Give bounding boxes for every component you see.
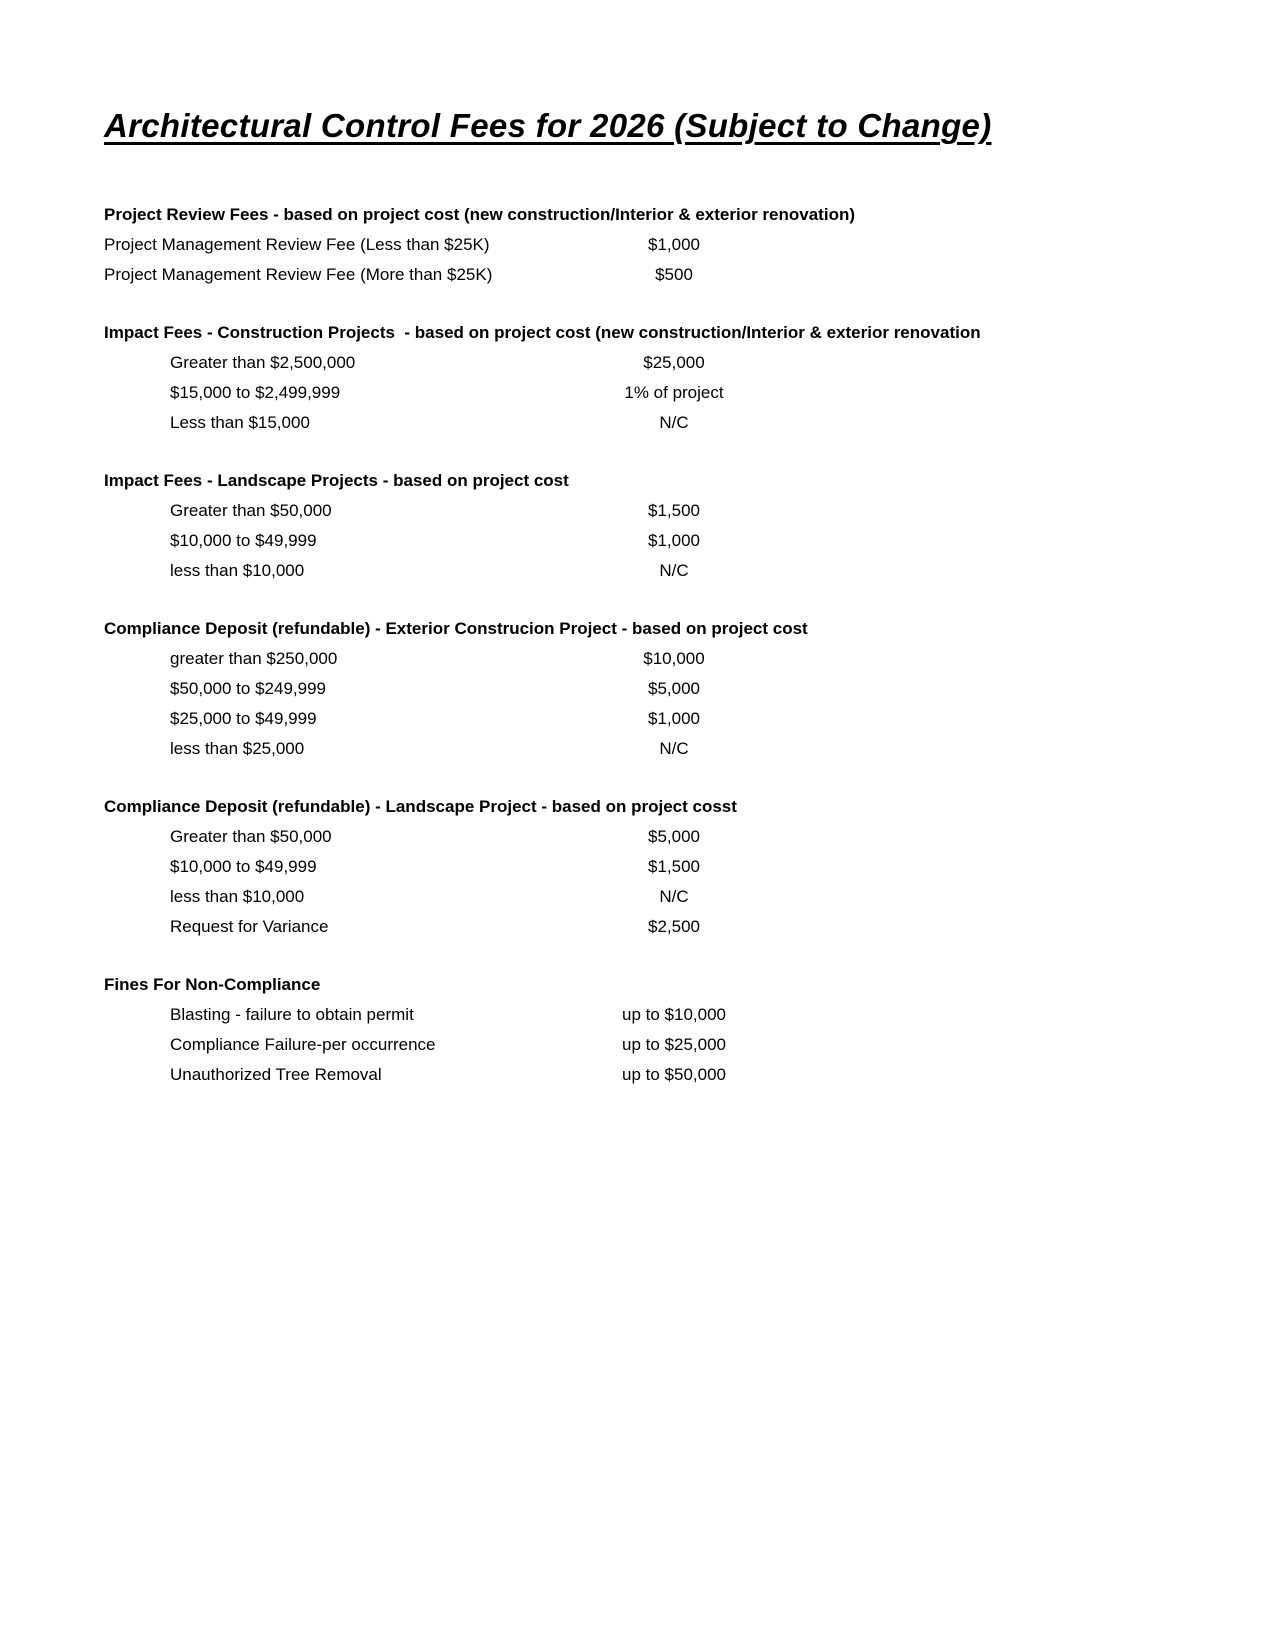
section-heading: Compliance Deposit (refundable) - Exterior Construcion Project - based on project cost <box>104 618 808 638</box>
fee-label: $10,000 to $49,999 <box>170 856 317 876</box>
fee-row <box>104 408 1275 438</box>
fee-label: $15,000 to $2,499,999 <box>170 382 341 402</box>
fee-label: less than $25,000 <box>170 738 305 758</box>
fee-row <box>104 556 1275 586</box>
fee-row <box>104 852 1275 882</box>
section-heading: Impact Fees - Landscape Projects - based on project cost <box>104 470 569 490</box>
fee-row <box>104 912 1275 942</box>
section-heading: Compliance Deposit (refundable) - Landscape Project - based on project cosst <box>104 796 737 816</box>
fee-value: $1,500 <box>648 856 700 876</box>
fee-row <box>104 704 1275 734</box>
fee-section <box>104 970 1275 1090</box>
fee-label: Greater than $50,000 <box>170 826 332 846</box>
fee-value: $1,000 <box>648 708 700 728</box>
fee-value: N/C <box>659 412 689 432</box>
fee-row <box>104 882 1275 912</box>
fee-row <box>104 644 1275 674</box>
fee-value: up to $10,000 <box>622 1004 726 1024</box>
fee-row <box>104 348 1275 378</box>
fee-row <box>104 378 1275 408</box>
fee-label: less than $10,000 <box>170 560 305 580</box>
section-heading: Impact Fees - Construction Projects - based on project cost (new construction/Interior & exterior renovation <box>104 322 981 342</box>
fee-row <box>104 1030 1275 1060</box>
fee-label: Blasting - failure to obtain permit <box>170 1004 414 1024</box>
fee-label: Project Management Review Fee (More than $25K) <box>104 264 493 284</box>
fee-value: $5,000 <box>648 826 700 846</box>
fee-row <box>104 1060 1275 1090</box>
fee-value: 1% of project <box>624 382 724 402</box>
fee-value: $500 <box>655 264 693 284</box>
fee-row <box>104 822 1275 852</box>
fee-value: $1,000 <box>648 530 700 550</box>
fee-label: Request for Variance <box>170 916 329 936</box>
fee-value: N/C <box>659 738 689 758</box>
fee-label: Compliance Failure-per occurrence <box>170 1034 436 1054</box>
fee-label: $50,000 to $249,999 <box>170 678 326 698</box>
fee-row <box>104 496 1275 526</box>
fee-sections <box>104 200 1275 1090</box>
fee-section <box>104 318 1275 438</box>
fee-label: $25,000 to $49,999 <box>170 708 317 728</box>
fee-label: Unauthorized Tree Removal <box>170 1064 382 1084</box>
fee-label: less than $10,000 <box>170 886 305 906</box>
fee-value: N/C <box>659 886 689 906</box>
fee-section <box>104 614 1275 764</box>
section-heading: Fines For Non-Compliance <box>104 974 321 994</box>
fee-value: $1,000 <box>648 234 700 254</box>
fee-section <box>104 200 1275 290</box>
fee-label: Less than $15,000 <box>170 412 310 432</box>
fee-value: $25,000 <box>643 352 705 372</box>
fee-label: Project Management Review Fee (Less than $25K) <box>104 234 490 254</box>
fee-value: up to $25,000 <box>622 1034 726 1054</box>
fee-label: greater than $250,000 <box>170 648 338 668</box>
fee-label: Greater than $2,500,000 <box>170 352 356 372</box>
fee-value: $5,000 <box>648 678 700 698</box>
fee-row <box>104 230 1275 260</box>
fee-value: $1,500 <box>648 500 700 520</box>
page-title: Architectural Control Fees for 2026 (Subject to Change) <box>104 107 992 144</box>
section-heading: Project Review Fees - based on project cost (new construction/Interior & exterior renovation) <box>104 204 855 224</box>
fee-value: $10,000 <box>643 648 705 668</box>
fee-row <box>104 260 1275 290</box>
fee-label: $10,000 to $49,999 <box>170 530 317 550</box>
fee-row <box>104 674 1275 704</box>
fee-section <box>104 466 1275 586</box>
fee-row <box>104 526 1275 556</box>
fee-row <box>104 734 1275 764</box>
fee-label: Greater than $50,000 <box>170 500 332 520</box>
fee-value: N/C <box>659 560 689 580</box>
fee-value: $2,500 <box>648 916 700 936</box>
fee-value: up to $50,000 <box>622 1064 726 1084</box>
fee-row <box>104 1000 1275 1030</box>
fee-section <box>104 792 1275 942</box>
